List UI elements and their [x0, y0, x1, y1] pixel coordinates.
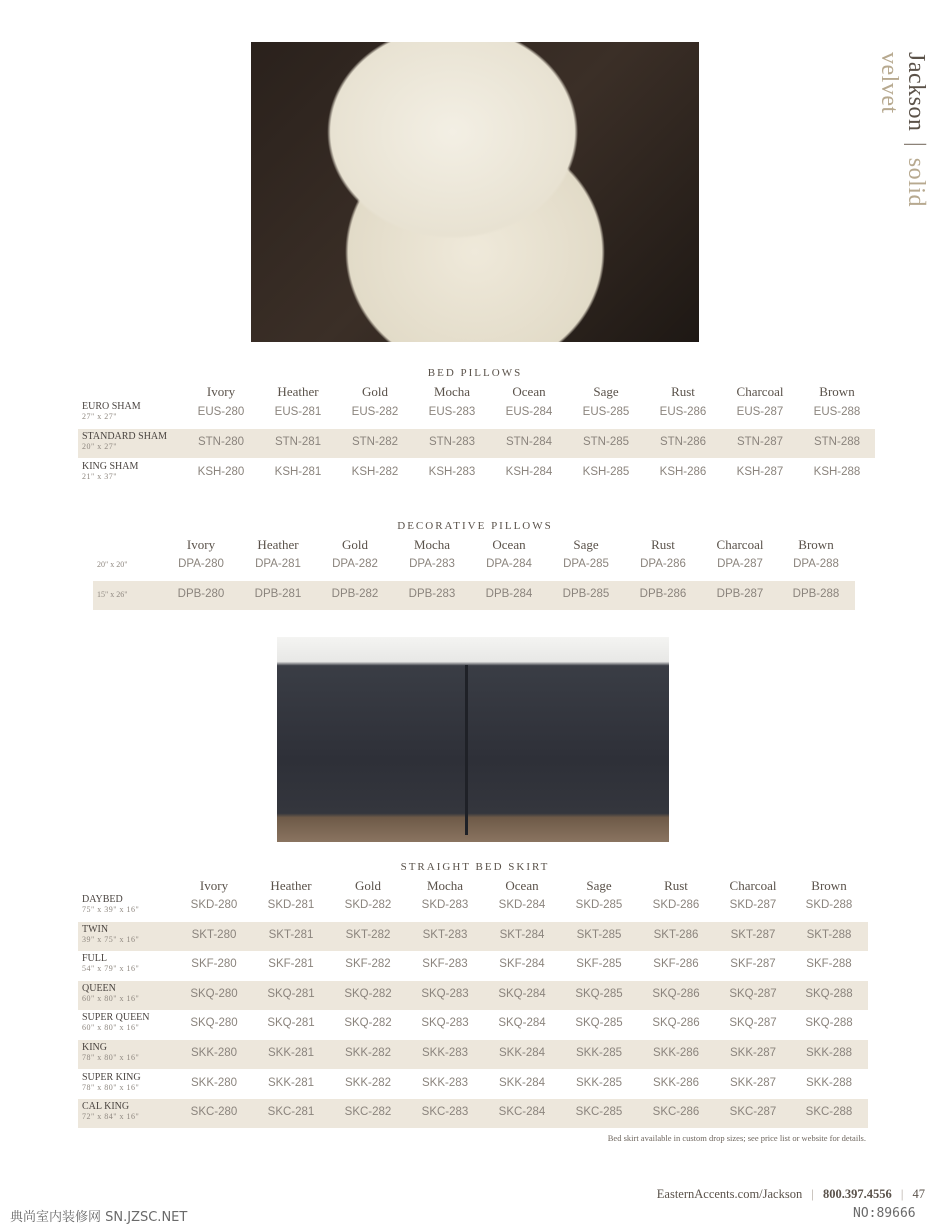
item-code: SKQ-284	[498, 987, 546, 1000]
item-code: SKT-288	[806, 928, 852, 941]
item-code: SKC-281	[267, 1106, 315, 1119]
item-code: DPB-287	[716, 588, 764, 600]
table-row	[78, 1040, 868, 1069]
pillow-photo	[251, 42, 699, 342]
item-code: SKK-287	[729, 1047, 777, 1059]
row-label	[82, 402, 141, 422]
item-code: SKQ-285	[575, 987, 623, 1000]
item-code: SKF-285	[576, 958, 622, 971]
item-code: SKF-286	[653, 958, 699, 971]
item-code: SKK-281	[267, 1047, 315, 1059]
item-code: SKQ-287	[729, 1017, 777, 1030]
table-row	[93, 551, 855, 580]
item-code: KSH-280	[197, 466, 245, 478]
table-row	[93, 581, 855, 610]
table-row	[78, 892, 868, 921]
row-dims: 39" x 75" x 16"	[82, 934, 140, 944]
row-dims: 72" x 84" x 16"	[82, 1112, 140, 1122]
item-code: SKK-283	[421, 1076, 469, 1089]
item-code: SKF-284	[499, 958, 545, 971]
row-name: EURO SHAM	[82, 401, 141, 412]
item-code: KSH-288	[813, 466, 861, 478]
row-dims: 78" x 80" x 16"	[82, 1082, 140, 1092]
item-code: SKQ-280	[190, 1017, 238, 1030]
row-name: CAL KING	[82, 1101, 130, 1113]
website-link[interactable]: EasternAccents.com/Jackson	[656, 1187, 803, 1201]
item-code: KSH-281	[274, 466, 322, 478]
color-header: Rust	[664, 878, 688, 893]
bed-skirt-title: STRAIGHT BED SKIRT	[400, 861, 550, 873]
row-name: SUPER QUEEN	[82, 1012, 150, 1024]
item-code: SKT-281	[268, 928, 314, 941]
row-label	[82, 1013, 150, 1033]
row-name: DAYBED	[82, 894, 123, 905]
item-code: DPB-288	[792, 588, 840, 600]
item-code: DPB-286	[639, 588, 687, 600]
item-code: SKQ-288	[805, 987, 853, 1000]
item-code: SKD-286	[652, 899, 700, 911]
table-row	[78, 429, 875, 458]
item-code: KSH-283	[428, 466, 476, 478]
row-dims: 60" x 80" x 16"	[82, 993, 140, 1003]
item-code: SKT-283	[422, 928, 468, 941]
row-dims: 75" x 39" x 16"	[82, 905, 140, 914]
item-code: SKQ-283	[421, 1017, 469, 1030]
table-row	[78, 459, 875, 488]
item-code: STN-287	[736, 436, 784, 448]
item-code: SKQ-280	[190, 987, 238, 1000]
item-code: SKC-283	[421, 1106, 469, 1119]
item-code: DPA-283	[409, 558, 455, 570]
table-row	[78, 1070, 868, 1099]
item-code: SKK-280	[190, 1076, 238, 1089]
item-code: STN-286	[659, 436, 707, 448]
row-name: STANDARD SHAM	[82, 431, 168, 442]
page-footer: EasternAccents.com/Jackson | 800.397.4556 | 47	[656, 1187, 925, 1201]
item-code: SKQ-283	[421, 987, 469, 1000]
item-code: SKT-282	[345, 928, 391, 941]
item-code: SKC-285	[575, 1106, 623, 1119]
item-code: SKD-285	[575, 899, 623, 911]
title-divider: |	[903, 141, 929, 148]
item-code: DPA-282	[332, 558, 378, 570]
item-code: EUS-282	[351, 406, 399, 418]
item-code: SKF-281	[268, 958, 314, 971]
color-header: Mocha	[433, 384, 471, 399]
item-code: SKD-281	[267, 899, 315, 911]
item-code: SKQ-287	[729, 987, 777, 1000]
item-code: SKK-288	[805, 1076, 853, 1089]
row-label	[82, 954, 139, 974]
row-dims: 20" x 27"	[82, 442, 118, 451]
item-code: DPA-285	[563, 558, 609, 570]
row-name: FULL	[82, 953, 107, 965]
item-code: SKC-286	[652, 1106, 700, 1119]
item-code: SKK-284	[498, 1076, 546, 1089]
item-code: SKF-280	[191, 958, 237, 971]
item-code: DPA-284	[486, 558, 532, 570]
item-code: STN-288	[813, 436, 861, 448]
item-code: SKD-280	[190, 899, 238, 911]
item-code: KSH-287	[736, 466, 784, 478]
row-name: KING SHAM	[82, 461, 139, 472]
item-code: SKQ-286	[652, 987, 700, 1000]
item-code: SKT-285	[576, 928, 622, 941]
item-code: SKK-285	[575, 1047, 623, 1059]
item-code: SKF-288	[806, 958, 852, 971]
collection-name: Jackson	[903, 52, 929, 132]
color-header: Sage	[573, 537, 599, 552]
item-code: SKQ-281	[267, 987, 315, 1000]
item-code: SKQ-281	[267, 1017, 315, 1030]
item-code: EUS-285	[582, 406, 630, 418]
item-code: SKF-282	[345, 958, 391, 971]
item-code: SKF-283	[422, 958, 468, 971]
item-code: SKK-282	[344, 1047, 392, 1059]
row-name: QUEEN	[82, 982, 116, 994]
item-code: EUS-286	[659, 406, 707, 418]
row-label	[82, 462, 138, 482]
watermark-right: NO:89666	[853, 1206, 916, 1221]
item-code: SKQ-282	[344, 1017, 392, 1030]
collection-subtitle: solid velvet	[876, 52, 929, 207]
color-header: Charcoal	[729, 878, 777, 893]
row-name: SUPER KING	[82, 1071, 141, 1083]
row-name: KING	[82, 1042, 107, 1053]
color-header: Ivory	[199, 878, 229, 893]
item-code: SKT-280	[191, 928, 237, 941]
table-row	[78, 951, 868, 980]
item-code: EUS-281	[274, 406, 322, 418]
color-header: Gold	[342, 537, 368, 552]
item-code: SKQ-285	[575, 1017, 623, 1030]
item-code: STN-280	[197, 436, 245, 448]
item-code: SKC-287	[729, 1106, 777, 1119]
side-title	[876, 52, 929, 272]
row-dims: 60" x 80" x 16"	[82, 1023, 140, 1033]
item-code: STN-282	[351, 436, 399, 448]
color-header: Gold	[362, 384, 388, 399]
item-code: DPA-288	[793, 558, 839, 570]
row-label	[82, 984, 139, 1004]
color-header: Gold	[355, 878, 381, 893]
item-code: SKQ-286	[652, 1017, 700, 1030]
row-name: TWIN	[82, 923, 109, 935]
color-header: Mocha	[413, 537, 451, 552]
row-label	[82, 1102, 139, 1122]
decorative-pillows-title: DECORATIVE PILLOWS	[397, 520, 553, 532]
phone-number: 800.397.4556	[822, 1187, 892, 1201]
item-code: SKK-288	[805, 1047, 853, 1059]
item-code: STN-281	[274, 436, 322, 448]
color-header: Rust	[671, 384, 695, 399]
row-dims: 15" x 26"	[97, 590, 128, 599]
color-header: Heather	[270, 878, 312, 893]
item-code: SKK-286	[652, 1047, 700, 1059]
color-header: Sage	[593, 384, 619, 399]
item-code: STN-285	[582, 436, 630, 448]
item-code: SKC-282	[344, 1106, 392, 1119]
item-code: DPA-280	[178, 558, 224, 570]
item-code: SKD-283	[421, 899, 469, 911]
item-code: SKK-286	[652, 1076, 700, 1089]
table-row	[78, 981, 868, 1010]
row-dims: 27" x 27"	[82, 412, 118, 421]
color-header: Ocean	[512, 384, 546, 399]
item-code: SKK-281	[267, 1076, 315, 1089]
color-header: Ocean	[492, 537, 526, 552]
item-code: EUS-280	[197, 406, 245, 418]
item-code: SKT-286	[653, 928, 699, 941]
item-code: EUS-284	[505, 406, 553, 418]
row-label	[82, 895, 139, 915]
item-code: KSH-284	[505, 466, 553, 478]
item-code: SKD-284	[498, 899, 546, 911]
item-code: DPB-283	[408, 588, 456, 600]
item-code: KSH-282	[351, 466, 399, 478]
item-code: SKQ-284	[498, 1017, 546, 1030]
item-code: EUS-283	[428, 406, 476, 418]
item-code: DPB-282	[331, 588, 379, 600]
row-dims: 54" x 79" x 16"	[82, 964, 140, 974]
bed-skirt-photo	[277, 637, 669, 842]
watermark-left: 典尚室内装修网 SN.JZSC.NET	[10, 1210, 188, 1225]
item-code: SKD-287	[729, 899, 777, 911]
item-code: SKK-280	[190, 1047, 238, 1059]
item-code: SKQ-288	[805, 1017, 853, 1030]
item-code: SKK-283	[421, 1047, 469, 1059]
color-header: Ivory	[206, 384, 236, 399]
color-header: Heather	[257, 537, 299, 552]
bed-pillows-title: BED PILLOWS	[427, 367, 523, 379]
row-label	[82, 1043, 139, 1063]
color-header: Sage	[586, 878, 612, 893]
row-label	[82, 1073, 141, 1093]
item-code: SKK-284	[498, 1047, 546, 1059]
item-code: KSH-285	[582, 466, 630, 478]
row-dims: 21" x 37"	[82, 472, 118, 481]
item-code: DPA-286	[640, 558, 686, 570]
item-code: SKD-282	[344, 899, 392, 911]
table-row	[78, 1010, 868, 1039]
color-header: Charcoal	[736, 384, 784, 399]
bed-skirt-footnote: Bed skirt available in custom drop sizes; see price list or website for details.	[607, 1133, 866, 1143]
page-number: 47	[912, 1187, 925, 1201]
color-header: Brown	[798, 537, 834, 552]
table-row	[78, 1099, 868, 1128]
item-code: DPB-284	[485, 588, 533, 600]
item-code: DPA-281	[255, 558, 301, 570]
color-header: Brown	[811, 878, 847, 893]
color-header: Brown	[819, 384, 855, 399]
row-dims: 20" x 20"	[97, 560, 128, 569]
item-code: DPB-281	[254, 588, 302, 600]
item-code: SKC-280	[190, 1106, 238, 1119]
item-code: KSH-286	[659, 466, 707, 478]
color-header: Ocean	[505, 878, 539, 893]
item-code: SKK-287	[729, 1076, 777, 1089]
item-code: SKC-284	[498, 1106, 546, 1119]
item-code: SKC-288	[805, 1106, 853, 1119]
item-code: SKQ-282	[344, 987, 392, 1000]
color-header: Ivory	[186, 537, 216, 552]
table-row	[78, 399, 875, 428]
item-code: DPB-285	[562, 588, 610, 600]
row-label	[82, 432, 167, 452]
color-header: Rust	[651, 537, 675, 552]
item-code: EUS-287	[736, 406, 784, 418]
item-code: SKT-284	[499, 928, 545, 941]
color-header: Heather	[277, 384, 319, 399]
item-code: STN-284	[505, 436, 553, 448]
item-code: SKF-287	[730, 958, 776, 971]
item-code: DPB-280	[177, 588, 225, 600]
row-label	[82, 925, 139, 945]
item-code: DPA-287	[717, 558, 763, 570]
item-code: SKT-287	[730, 928, 776, 941]
item-code: SKK-285	[575, 1076, 623, 1089]
table-row	[78, 922, 868, 951]
color-header: Charcoal	[716, 537, 764, 552]
item-code: STN-283	[428, 436, 476, 448]
color-header: Mocha	[426, 878, 464, 893]
row-dims: 78" x 80" x 16"	[82, 1053, 140, 1062]
item-code: EUS-288	[813, 406, 861, 418]
item-code: SKD-288	[805, 899, 853, 911]
item-code: SKK-282	[344, 1076, 392, 1089]
